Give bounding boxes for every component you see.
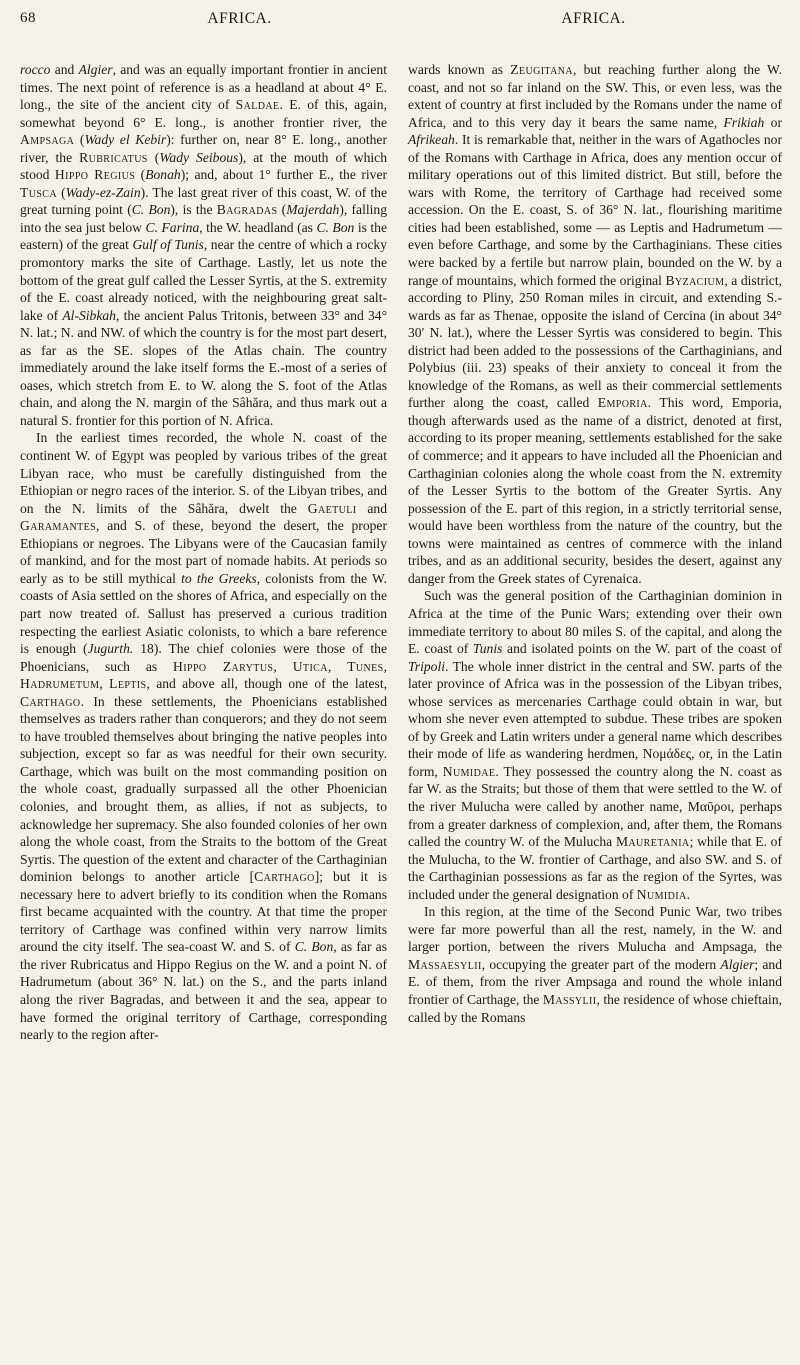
italic-term: Algier xyxy=(78,62,113,77)
text-run: In the earliest times recorded, the whole N. coast of the continent W. of Egypt was peopled by various tribes of the great Libyan race, who must be carefully distinguished from the Ethiopian or negro races of the interior. S. of the Libyan tribes, and on the N. limits of the Sâhăra, dwelt the xyxy=(20,430,387,516)
text-run: In this region, at the time of the Second Punic War, two tribes were far more powerful than all the rest, namely, in the W. and larger portion, between the rivers Mulucha and Ampsaga, the xyxy=(408,904,782,955)
text-run: ( xyxy=(135,167,146,183)
text-run: , near the centre of which a rocky promontory marks the site of Carthage. Lastly, let us note the bottom of the great gulf called the Lesser Syrtis, at the S. extremity of the E. coast already noticed, with the neighbouring great salt-lake of xyxy=(20,237,387,323)
text-run: ), is the xyxy=(170,202,217,218)
text-run: 18). The chief colonies were those of the Phoenicians, such as xyxy=(20,641,387,674)
small-caps-name: Zeugitana xyxy=(510,62,574,77)
text-run: ( xyxy=(147,149,160,165)
text-run: and xyxy=(50,62,79,77)
small-caps-name: Ampsaga xyxy=(20,132,75,148)
text-run: ), at the mouth of which stood xyxy=(20,149,387,183)
text-run: ): further on, near 8° E. long., another river, the xyxy=(20,132,387,165)
running-title-left: AFRICA. xyxy=(207,10,272,27)
text-run: . This word, Emporia, though afterwards used as the name of a district, denoted at first, according to its proper meaning, settlements established for the sake of commerce; and it appears to have included all the Phoenician and Carthaginian colonies along the whole coast from the N. extremity of the Lesser Syrtis to the bottom of the Greater Syrtis. Any possession of the E. part of this region, in a strictly territorial sense, would have been worthless from the nature of the country, but the towns were maintained as centres of commerce with the inland tribes, and as an additional security, besides the desert, against any danger from the Greek states of Cyrenaica. xyxy=(408,395,782,586)
text-run: , xyxy=(327,658,348,674)
small-caps-name: Hippo Regius xyxy=(54,167,136,183)
italic-term: Algier xyxy=(720,956,755,972)
italic-term: Wady Seibous xyxy=(159,149,239,165)
running-title-right: AFRICA. xyxy=(561,10,626,27)
text-run: ; and E. of them, from the river Ampsaga and round the whole inland frontier of Carthage, the xyxy=(408,956,782,1007)
small-caps-name: Massylii xyxy=(542,991,597,1007)
text-run: . E. of this, again, somewhat beyond 6° E. long., is another frontier river, the xyxy=(20,97,387,130)
italic-term: Gulf of Tunis xyxy=(132,237,204,253)
italic-term: Tripoli xyxy=(408,658,446,674)
text-run: , occupying the greater part of the modern xyxy=(481,956,721,972)
page-number: 68 xyxy=(20,10,36,26)
text-run: ( xyxy=(56,184,66,200)
text-run: ]; but it is necessary here to advert briefly to its condition when the Romans first became acquainted with the country. At that time the proper territory of Carthage was confined within very narrow limits around the city itself. The sea-coast W. and S. of xyxy=(20,869,387,955)
small-caps-name: Tunes xyxy=(347,658,384,674)
running-head-right xyxy=(405,10,782,28)
text-run: , xyxy=(273,658,293,674)
text-run: , and S. of these, beyond the desert, the proper Ethiopians or negroes. The Libyans were of the Caucasian family of mankind, and for the most part of nomade habits. At periods so early as to be still mythical xyxy=(20,518,387,586)
text-run: wards known as xyxy=(408,62,511,77)
text-run: , as far as the river Rubricatus and Hippo Regius on the W. and a point N. of Hadrumetum (about 36° N. lat.) on the S., and the parts inland along the river Bagradas, and between it and the sea, appear to have formed the original territory of Carthage, corresponding nearly to the region after- xyxy=(20,939,388,1043)
right-column xyxy=(408,61,782,1044)
text-run: or xyxy=(764,114,782,130)
text-run: , the ancient Palus Tritonis, between 33° and 34° N. lat.; N. and NW. of which the country is for the most part desert, as far as the SE. slopes of the Atlas chain. The country immediately around the lake itself forms the E.-most of a series of oases, which stretch from E. to W. along the S. foot of the Atlas chain, and along the N. margin of the Sâhăra, and thus mark out a natural S. frontier for this portion of N. Africa. xyxy=(20,307,388,428)
small-caps-name: Saldae xyxy=(235,97,280,113)
paragraph xyxy=(408,61,782,587)
small-caps-name: Utica xyxy=(292,658,328,674)
text-columns xyxy=(20,61,782,1044)
left-column xyxy=(20,61,387,1044)
text-run: , but reaching further along the W. coast, and not so far inland on the SW. This, or even less, was the extent of country at first included by the Romans under the name of Africa, and to this very day it bears the same name, xyxy=(408,62,782,130)
italic-term: Jugurth. xyxy=(87,641,134,657)
italic-term: Wady el Kebir xyxy=(84,132,167,148)
text-run: ( xyxy=(277,202,287,218)
text-run: , colonists from the W. coasts of Asia settled on the shores of Africa, and especially on the part now treated of. Sallust has preserved a curious tradition respecting the earliest Asiatic colonists, to which a bare reference is enough ( xyxy=(20,570,388,657)
text-run: , the residence of whose chieftain, called by the Romans xyxy=(408,991,783,1025)
text-run: ); and, about 1° further E., the river xyxy=(180,167,388,183)
text-run: ), falling into the sea just below xyxy=(20,202,388,235)
italic-term: Frikiah xyxy=(723,114,765,130)
text-run: and xyxy=(356,500,387,516)
text-run: , xyxy=(99,676,110,692)
small-caps-name: Leptis xyxy=(109,676,147,692)
italic-term: Bonah xyxy=(145,167,181,183)
small-caps-name: Byzacium xyxy=(665,272,725,288)
text-run: and isolated points on the W. part of the coast of xyxy=(502,641,782,657)
italic-term: Majerdah xyxy=(286,202,340,218)
text-run: ( xyxy=(74,132,85,148)
italic-term: C. Bon xyxy=(294,939,334,955)
small-caps-name: Mauretania xyxy=(615,834,690,850)
paragraph xyxy=(408,903,782,1026)
text-run: . It is remarkable that, neither in the wars of Agathocles nor of the Romans with Carthage in Africa, does any mention occur of military operations out of this limited district. But still, before the wars with Rome, the territory of Carthage had received some accession. On the E. coast, S. of 36° N. lat., flourishing maritime cities had been established, some — as Leptis and Hadrumetum — even before Carthage, and some by the Carthaginians. These cities were backed by a fertile but narrow plain, bounded on the W. by a range of mountains, which formed the original xyxy=(408,132,782,288)
text-run: . xyxy=(686,886,691,902)
italic-term: Al-Sibkah xyxy=(62,307,116,323)
text-run: , xyxy=(383,658,388,674)
text-run: . They possessed the country along the N. coast as far W. as the Straits; but those of them that were settled to the W. of the river Mulucha were called by another name, Μαῦροι, perhaps from a greater darkness of complexion, and, after them, the Romans called the country W. of the Mulucha xyxy=(408,763,782,850)
text-run: , and above all, though one of the latest, xyxy=(146,676,388,692)
italic-term: C. Bon xyxy=(131,202,171,218)
italic-term: rocco xyxy=(20,62,51,77)
running-head xyxy=(20,10,782,40)
text-run: ; while that E. of the Mulucha, to the W. frontier of Carthage, and also SW. and S. of the Carthaginian possessions as far as the region of the Syrtes, was included under the general designation of xyxy=(408,834,783,902)
small-caps-name: Emporia xyxy=(597,395,648,411)
text-run: is the eastern) of the great xyxy=(20,219,387,253)
small-caps-name: Numidae xyxy=(442,763,496,779)
small-caps-name: Hadrumetum xyxy=(20,676,100,692)
small-caps-name: Rubricatus xyxy=(79,149,148,165)
small-caps-name: Massaesylii xyxy=(408,956,482,972)
text-run: ). The last great river of this coast, W. of the great turning point ( xyxy=(20,184,387,218)
italic-term: C. Farina xyxy=(145,219,200,235)
italic-term: Wady-ez-Zain xyxy=(65,184,141,200)
italic-term: Afrikeah xyxy=(408,132,455,148)
small-caps-name: Carthago xyxy=(254,869,315,885)
text-run: , a district, according to Pliny, 250 Roman miles in circuit, and extending S.-wards as far as Thenae, opposite the island of Cercina (in about 34° 30′ N. lat.), where the Lesser Syrtis was considered to begin. This district had been added to the possessions of the Carthaginians, and Polybius (iii. 23) speaks of their anxiety to conceal it from the knowledge of the Romans, as well as their commercial settlements further along the coast, called xyxy=(408,272,783,411)
text-run: . The whole inner district in the central and SW. parts of the later province of Africa was in the possession of the Libyan tribes, whose services as mercenaries Carthage could obtain in war, but whom she never even attempted to subdue. These tribes are spoken of by Greek and Latin writers under a general name which describes their mode of life as wandering herdmen, Νομάδες, or, in the Latin form, xyxy=(408,658,782,779)
text-run: , the W. headland (as xyxy=(199,219,317,235)
small-caps-name: Tusca xyxy=(20,184,57,200)
text-run: Such was the general position of the Carthaginian dominion in Africa at the time of the Punic Wars; extending over their own immediate territory to about 80 miles S. of the capital, and along the E. coast of xyxy=(408,588,782,657)
text-run: , and was an equally important frontier in ancient times. The next point of reference is as a headland at about 4° E. long., the site of the ancient city of xyxy=(20,62,387,113)
paragraph xyxy=(408,587,782,903)
small-caps-name: Numidia xyxy=(636,886,687,902)
small-caps-name: Gaetuli xyxy=(307,500,357,516)
small-caps-name: Hippo Zarytus xyxy=(173,658,274,674)
italic-term: C. Bon xyxy=(316,219,355,235)
paragraph xyxy=(20,61,387,429)
small-caps-name: Garamantes xyxy=(20,518,97,534)
small-caps-name: Bagradas xyxy=(216,202,278,218)
small-caps-name: Carthago xyxy=(20,693,81,709)
italic-term: to the Greeks xyxy=(181,570,257,586)
paragraph xyxy=(20,429,387,1043)
text-run: . In these settlements, the Phoenicians established themselves as traders rather than conquerors; and they do not seem to have troubled themselves about bringing the native peoples into subjection, except so far as was needful for their own security. Carthage, which was built on the most commanding position on the whole coast, gradually surpassed all the other Phoenician colonies, and brought them, as allies, if not as subjects, to acknowledge her supremacy. She also founded colonies of her own along the whole coast, from the Straits to the bottom of the Great Syrtis. The question of the extent and character of the Carthaginian dominion belongs to another article [ xyxy=(20,693,387,885)
italic-term: Tunis xyxy=(472,641,503,657)
running-head-left xyxy=(20,10,405,28)
